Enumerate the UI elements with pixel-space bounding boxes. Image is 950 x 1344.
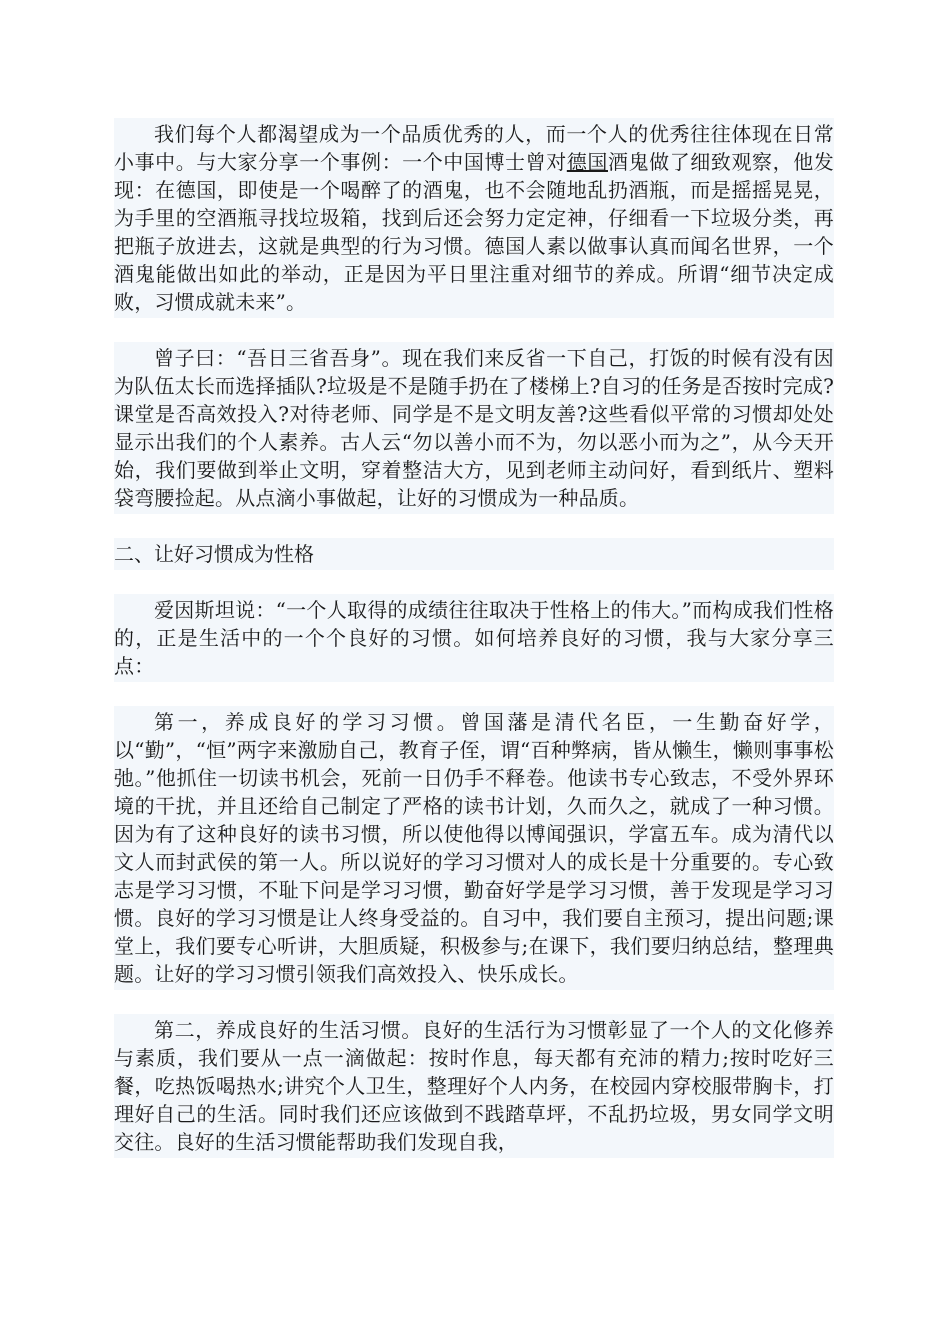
paragraph-life-habits: 第二，养成良好的生活习惯。良好的生活行为习惯彰显了一个人的文化修养与素质，我们要从一点一滴做起：按时作息，每天都有充沛的精力;按时吃好三餐，吃热饭喝热水;讲究个人卫生，整理好个人内务，在校园内穿校服带胸卡，打理好自己的生活。同时我们还应该做到不践踏草坪，不乱扔垃圾，男女同学文明交往。良好的生活习惯能帮助我们发现自我， <box>114 1014 834 1158</box>
paragraph-zengzi: 曾子曰：“吾日三省吾身”。现在我们来反省一下自己，打饭的时候有没有因为队伍太长而选择插队?垃圾是不是随手扔在了楼梯上?自习的任务是否按时完成?课堂是否高效投入?对待老师、同学是不是文明友善?这些看似平常的习惯却处处显示出我们的个人素养。古人云“勿以善小而不为，勿以恶小而为之”，从今天开始，我们要做到举止文明，穿着整洁大方，见到老师主动问好，看到纸片、塑料袋弯腰捡起。从点滴小事做起，让好的习惯成为一种品质。 <box>114 342 834 514</box>
paragraph-german-drunkard <box>114 118 834 318</box>
document-body <box>114 118 834 1182</box>
section-heading-2: 二、让好习惯成为性格 <box>114 538 834 570</box>
link-germany[interactable]: 德国 <box>566 150 608 174</box>
paragraph-study-habits: 第一，养成良好的学习习惯。曾国藩是清代名臣，一生勤奋好学，以“勤”，“恒”两字来激励自己，教育子侄，谓“百种弊病，皆从懒生，懒则事事松弛。”他抓住一切读书机会，死前一日仍手不释卷。他读书专心致志，不受外界环境的干扰，并且还给自己制定了严格的读书计划，久而久之，就成了一种习惯。因为有了这种良好的读书习惯，所以使他得以博闻强识，学富五车。成为清代以文人而封武侯的第一人。所以说好的学习习惯对人的成长是十分重要的。专心致志是学习习惯，不耻下问是学习习惯，勤奋好学是学习习惯，善于发现是学习习惯。良好的学习习惯是让人终身受益的。自习中，我们要自主预习，提出问题;课堂上，我们要专心听讲，大胆质疑，积极参与;在课下，我们要归纳总结，整理典题。让好的学习习惯引领我们高效投入、快乐成长。 <box>114 706 834 990</box>
paragraph-text: 我们每个人都渴望成为一个品质优秀的人，而一个人的优秀往往体现在日常小事中。与大家分享一个事例：一个中国博士曾对 <box>114 122 834 174</box>
paragraph-einstein: 爱因斯坦说：“一个人取得的成绩往往取决于性格上的伟大。”而构成我们性格的，正是生活中的一个个良好的习惯。如何培养良好的习惯，我与大家分享三点： <box>114 594 834 682</box>
paragraph-text: 酒鬼做了细致观察，他发现：在德国，即使是一个喝醉了的酒鬼，也不会随地乱扔酒瓶，而是摇摇晃晃，为手里的空酒瓶寻找垃圾箱，找到后还会努力定定神，仔细看一下垃圾分类，再把瓶子放进去，这就是典型的行为习惯。德国人素以做事认真而闻名世界，一个酒鬼能做出如此的举动，正是因为平日里注重对细节的养成。所谓“细节决定成败，习惯成就未来”。 <box>114 150 835 314</box>
